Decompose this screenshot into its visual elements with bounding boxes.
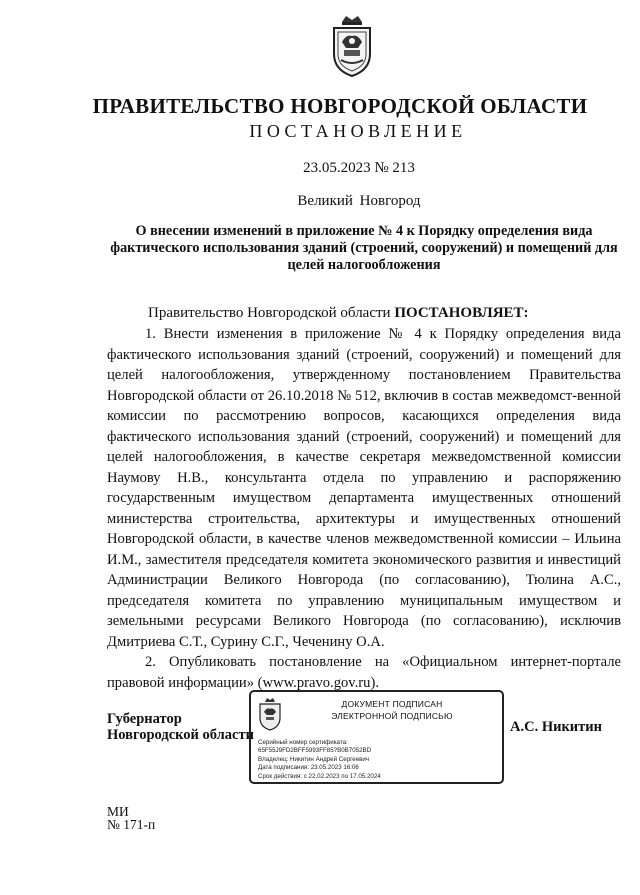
signatory-title-line2: Новгородской области <box>107 727 254 743</box>
government-title: ПРАВИТЕЛЬСТВО НОВГОРОДСКОЙ ОБЛАСТИ <box>92 94 588 118</box>
stamp-emblem-icon <box>257 697 283 731</box>
stamp-validity: Срок действия: с 22.02.2023 по 17.05.2024 <box>258 772 381 780</box>
document-city: Великий Новгород <box>297 193 421 209</box>
preamble-text: Правительство Новгородской области <box>148 305 395 321</box>
document-type: ПОСТАНОВЛЕНИЕ <box>249 121 467 141</box>
stamp-cert-serial: 65F55J9FD2BFF5993FF85?B0B7052BD <box>258 747 372 755</box>
paragraph-1: 1. Внести изменения в приложение № 4 к Порядку определения вида фактического использования зданий (строений, сооружений) и помещений для целей налогообложения, утвержденному постановлением Правительства Новгородской области от 26.10.2018 № 512, включив в состав межведомст-венной комиссии по рассмотрению вопросов, касающихся определения вида фактического использования зданий (строений, сооружений) и помещений для целей налогообложения, в качестве секретаря межведомственной комиссии Наумову Н.В., консультанта отдела по управлению и распоряжению государственным имуществом департамента имущественных отношений министерства строительства, архитектуры и имущественных отношений Новгородской области, в качестве членов межведомственной комиссии – Ильина И.М., заместителя председателя комитета экономического развития и инвестиций Администрации Великого Новгорода (по согласованию), Тюлина А.С., председателя комитета по управлению муниципальным имуществом и земельными ресурсами Великого Новгорода (по согласованию), исключив Дмитриева С.Т., Сурину С.Г., Чеченину О.А. <box>107 326 621 650</box>
preamble-emphasis: ПОСТАНОВЛЯЕТ: <box>394 305 529 321</box>
document-subject: О внесении изменений в приложение № 4 к Порядку определения вида фактического использования зданий (строений, сооружений) и помещений для целей налогообложения <box>110 223 618 273</box>
footer-reference <box>107 805 155 831</box>
document-body <box>107 324 621 693</box>
paragraph-2: 2. Опубликовать постановление на «Официальном интернет-портале правовой информации» (www.pravo.gov.ru). <box>107 654 621 691</box>
signatory-title-line1: Губернатор <box>107 711 182 727</box>
stamp-details <box>258 739 381 781</box>
signatory-title <box>107 711 254 743</box>
preamble <box>148 305 529 322</box>
stamp-owner: Владелец: Никитин Андрей Сергеевич <box>258 755 370 763</box>
signatory-name: А.С. Никитин <box>510 719 602 735</box>
electronic-signature-stamp <box>249 690 504 784</box>
stamp-heading <box>287 698 497 722</box>
coat-of-arms-emblem <box>328 14 376 78</box>
stamp-cert-label: Серийный номер сертификата: <box>258 739 348 746</box>
footer-initials: МИ <box>107 804 129 819</box>
stamp-heading-line1: ДОКУМЕНТ ПОДПИСАН <box>341 699 443 709</box>
footer-number: № 171-п <box>107 817 156 832</box>
stamp-heading-line2: ЭЛЕКТРОННОЙ ПОДПИСЬЮ <box>331 711 453 721</box>
stamp-signed-date: Дата подписания: 23.05.2023 16:06 <box>258 764 359 772</box>
document-date-number: 23.05.2023 № 213 <box>303 160 415 176</box>
